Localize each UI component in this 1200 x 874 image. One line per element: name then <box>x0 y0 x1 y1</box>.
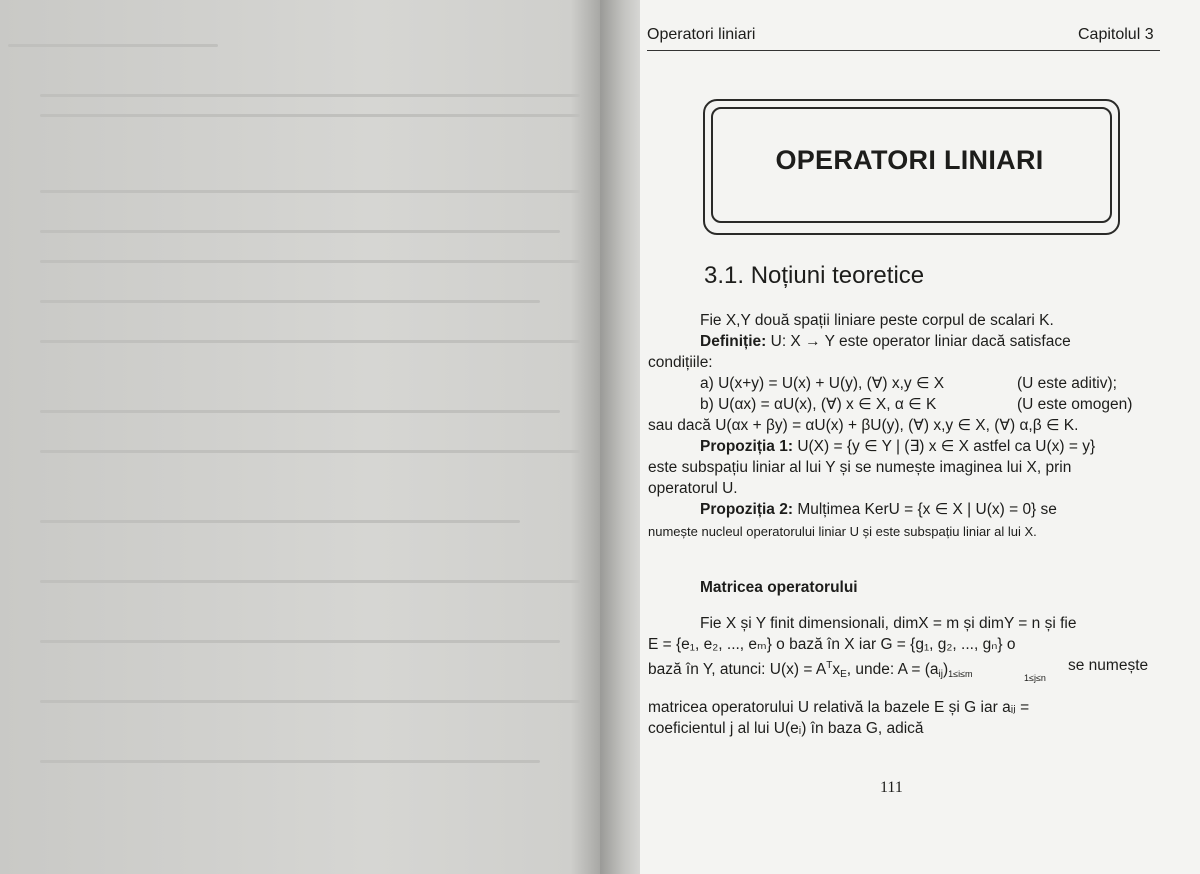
paragraph-intro: Fie X,Y două spații liniare peste corpul de scalari K. <box>700 312 1054 329</box>
ghost-line <box>40 410 560 413</box>
proposition-1-label: Propoziția 1: <box>700 438 794 455</box>
matrix-formula-start: bază în Y, atunci: U(x) = A <box>648 661 827 678</box>
transpose-superscript: T <box>826 660 833 671</box>
definition-text: U: X → Y este operator liniar dacă satisface <box>770 333 1071 350</box>
proposition-1-line <box>700 436 1200 457</box>
formula-subscript-ij: ij <box>938 669 943 680</box>
proposition-2-label: Propoziția 2: <box>700 501 794 518</box>
ghost-line <box>40 340 580 343</box>
ghost-line <box>40 640 560 643</box>
proposition-2-line <box>700 499 1200 520</box>
formula-subscript-e: E <box>840 669 847 680</box>
ghost-line <box>40 700 580 703</box>
ghost-line <box>40 190 580 193</box>
formula-range-j: 1≤j≤n <box>1024 673 1046 683</box>
condition-b: b) U(αx) = αU(x), (∀) x ∈ X, α ∈ K <box>700 396 937 413</box>
definition-continuation: condițiile: <box>648 354 713 371</box>
condition-a: a) U(x+y) = U(x) + U(y), (∀) x,y ∈ X <box>700 375 945 392</box>
ghost-line <box>40 760 540 763</box>
matrix-line-3-end: se numește <box>1068 657 1149 674</box>
header-rule <box>647 50 1160 51</box>
ghost-line <box>8 44 218 47</box>
running-header-left: Operatori liniari <box>647 26 756 43</box>
definition-label: Definiție: <box>700 333 767 350</box>
formula-close-paren: ) <box>943 661 949 678</box>
ghost-line <box>40 114 580 117</box>
proposition-1-continuation-2: operatorul U. <box>648 480 738 497</box>
proposition-1-continuation: este subspațiu liniar al lui Y și se numește imaginea lui X, prin <box>648 459 1072 476</box>
chapter-title: OPERATORI LINIARI <box>775 145 1044 175</box>
definition-line <box>700 331 1168 352</box>
matrix-line-2: E = {e₁, e₂, ..., eₘ} o bază în X iar G = {g₁, g₂, ..., gₙ} o <box>648 636 1016 653</box>
subheading-matrix: Matricea operatorului <box>700 579 858 596</box>
condition-a-note: (U este aditiv); <box>1017 375 1117 392</box>
matrix-line-4: matricea operatorului U relativă la bazele E și G iar aᵢⱼ = <box>648 699 1030 716</box>
condition-b-note: (U este omogen) <box>1017 396 1133 413</box>
page-number: 111 <box>880 779 903 796</box>
ghost-line <box>40 230 560 233</box>
formula-range-i: 1≤i≤m <box>948 669 973 679</box>
ghost-line <box>40 580 580 583</box>
proposition-1-text: U(X) = {y ∈ Y | (∃) x ∈ X astfel ca U(x) = y} <box>797 438 1096 455</box>
proposition-2-text: Mulțimea KerU = {x ∈ X | U(x) = 0} se <box>797 501 1057 518</box>
section-heading: 3.1. Noțiuni teoretice <box>704 262 925 289</box>
alternative-condition: sau dacă U(αx + βy) = αU(x) + βU(y), (∀) x,y ∈ X, (∀) α,β ∈ K. <box>648 417 1079 434</box>
proposition-2-continuation: numește nucleul operatorului liniar U și este subspațiu liniar al lui X. <box>648 524 1037 539</box>
ghost-line <box>40 520 520 523</box>
ghost-line <box>40 450 580 453</box>
ghost-line <box>40 94 580 97</box>
ghost-line <box>40 260 580 263</box>
running-header-right: Capitolul 3 <box>1078 26 1154 43</box>
formula-x: x <box>832 661 841 678</box>
matrix-line-1: Fie X și Y finit dimensionali, dimX = m și dimY = n și fie <box>700 615 1077 632</box>
formula-unde: , unde: A = (a <box>846 661 939 678</box>
matrix-line-5: coeficientul j al lui U(eᵢ) în baza G, adică <box>648 720 924 737</box>
ghost-line <box>40 300 540 303</box>
